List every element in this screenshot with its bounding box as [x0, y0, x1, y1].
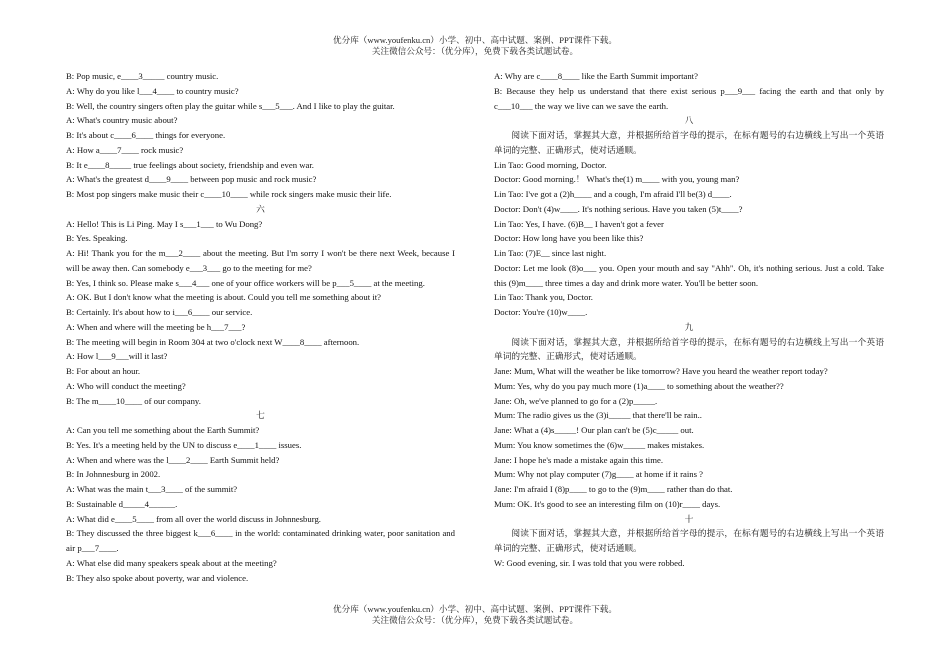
dialogue-line: A: What else did many speakers speak about at the meeting? [66, 557, 277, 568]
dialogue-line: Jane: I hope he's made a mistake again this time. [494, 454, 663, 465]
dialogue-line: Mum: The radio gives us the (3)i_____ that there'll be rain.. [494, 410, 702, 421]
dialogue-line: A: How a____7____ rock music? [66, 144, 184, 155]
instructions: 阅读下面对话，掌握其大意，并根据所给首字母的提示，在标有题号的右边横线上写出一个英语单词的完整、正确形式，使对话通顺。 [494, 130, 884, 155]
dialogue-line: B: Yes, I think so. Please make s___4___ one of your office workers will be p___5____ at the meeting. [66, 277, 425, 288]
dialogue-line: Doctor: You're (10)w____. [494, 307, 588, 317]
dialogue-line: A: Who will conduct the meeting? [66, 380, 186, 391]
dialogue-line: A: Why are c____8____ like the Earth Summit important? [494, 71, 698, 81]
dialogue-line: B: Most pop singers make music their c____10____ while rock singers make music their life. [66, 189, 392, 199]
dialogue-line: Lin Tao: Good morning, Doctor. [494, 159, 607, 170]
instructions: 阅读下面对话，掌握其大意，并根据所给首字母的提示，在标有题号的右边横线上写出一个英语单词的完整、正确形式，使对话通顺。 [494, 528, 884, 553]
dialogue-line: Lin Tao: Thank you, Doctor. [494, 292, 593, 303]
header-line-2: 关注微信公众号：（优分库），免费下载各类试题试卷。 [371, 46, 579, 56]
dialogue-line: A: Hello! This is Li Ping. May I s___1___ to Wu Dong? [66, 218, 263, 229]
dialogue-line: A: When and where was the l____2____ Earth Summit held? [66, 454, 280, 465]
page-footer [0, 604, 950, 626]
instructions: 阅读下面对话，掌握其大意，并根据所给首字母的提示，在标有题号的右边横线上写出一个英语单词的完整、正确形式，使对话通顺。 [494, 336, 884, 362]
dialogue-line: B: For about an hour. [66, 366, 141, 376]
dialogue-line: Jane: Mum, What will the weather be like tomorrow? Have you heard the weather report today? [494, 366, 828, 376]
dialogue-line: Jane: Oh, we've planned to go for a (2)p_____. [494, 395, 658, 406]
dialogue-line: B: It's about c____6____ things for everyone. [66, 130, 226, 140]
dialogue-line: A: What did e____5____ from all over the world discuss in Johnnesburg. [66, 513, 321, 524]
dialogue-line: Lin Tao: I've got a (2)h____ and a cough, I'm afraid I'll be(3) d____. [494, 189, 732, 199]
dialogue-line: B: Sustainable d_____4______. [66, 498, 178, 509]
dialogue-line: Doctor: How long have you been like this? [494, 233, 644, 244]
section-heading: 六 [256, 203, 265, 214]
dialogue-line: A: What's the greatest d____9____ between pop music and rock music? [66, 174, 317, 185]
dialogue-line: Jane: What a (4)s_____! Our plan can't be (5)c_____ out. [494, 425, 694, 435]
dialogue-line: B: Because they help us understand that there exist serious p___9___ facing the earth and that only by c___10___ the way we live can we save the earth. [494, 85, 884, 111]
dialogue-line: B: It e____8_____ true feelings about society, friendship and even war. [66, 159, 314, 170]
dialogue-line: B: The meeting will begin in Room 304 at two o'clock next W____8____ afternoon. [66, 336, 360, 347]
dialogue-line: Lin Tao: Yes, I have. (6)B__ I haven't got a fever [494, 218, 664, 229]
right-column [494, 69, 884, 571]
dialogue-line: B: They also spoke about poverty, war and violence. [66, 572, 249, 583]
dialogue-line: B: Yes. Speaking. [66, 233, 128, 244]
footer-line-1: 优分库（www.youfenku.cn）小学、初中、高中试题、案例、PPT课件下载。 [333, 604, 617, 614]
dialogue-line: Lin Tao: (7)E__ since last night. [494, 248, 607, 258]
dialogue-line: A: Why do you like l___4____ to country music? [66, 85, 239, 96]
dialogue-line: Mum: Why not play computer (7)g____ at home if it rains ? [494, 469, 704, 480]
left-column [66, 69, 455, 585]
footer-line-2: 关注微信公众号：（优分库），免费下载各类试题试卷。 [371, 615, 579, 625]
dialogue-line: B: They discussed the three biggest k___6____ in the world: contaminated drinking water, poor sanitation and air p___7____. [66, 528, 455, 553]
dialogue-line: A: Can you tell me something about the Earth Summit? [66, 425, 260, 435]
dialogue-line: B: The m____10____ of our company. [66, 395, 201, 406]
dialogue-line: Doctor: Let me look (8)o___ you. Open your mouth and say "Ahh". Oh, it's nothing serious. Just a cold. Take this (9)m____ three times a day and drink more water. You'll be better soon. [494, 262, 884, 288]
section-heading: 七 [256, 410, 265, 421]
dialogue-line: A: OK. But I don't know what the meeting is about. Could you tell me something about it? [66, 292, 382, 303]
section-heading: 九 [684, 321, 694, 332]
dialogue-line: B: Certainly. It's about how to i___6____ our service. [66, 307, 253, 317]
dialogue-line: Doctor: Good morning.！ What's the(1) m____ with you, young man? [494, 174, 740, 185]
page-header [0, 35, 950, 57]
dialogue-line: B: Well, the country singers often play the guitar while s___5___. And I like to play the guitar. [66, 100, 395, 111]
dialogue-line: B: Yes. It's a meeting held by the UN to discuss e____1____ issues. [66, 439, 302, 450]
section-heading: 八 [684, 115, 694, 126]
dialogue-line: A: When and where will the meeting be h___7___? [66, 321, 246, 332]
dialogue-line: Mum: Yes, why do you pay much more (1)a____ to something about the weather?? [494, 380, 784, 391]
dialogue-line: B: Pop music, e____3_____ country music. [66, 71, 219, 81]
section-heading: 十 [684, 513, 694, 524]
dialogue-line: Mum: You know sometimes the (6)w_____ makes mistakes. [494, 439, 705, 450]
header-line-1: 优分库（www.youfenku.cn）小学、初中、高中试题、案例、PPT课件下载。 [333, 35, 617, 45]
dialogue-line: W: Good evening, sir. I was told that you were robbed. [494, 557, 685, 568]
dialogue-line: Mum: OK. It's good to see an interesting film on (10)r____ days. [494, 498, 721, 509]
dialogue-line: A: Hi! Thank you for the m___2____ about the meeting. But I'm sorry I won't be there next Week, because I will be away then. Can somebody e___3___ go to the meeting for me? [66, 248, 455, 273]
dialogue-line: Jane: I'm afraid I (8)p____ to go to the (9)m____ rather than do that. [494, 484, 733, 494]
dialogue-line: B: In Johnnesburg in 2002. [66, 469, 161, 480]
dialogue-line: A: What's country music about? [66, 115, 178, 126]
dialogue-line: A: What was the main t___3____ of the summit? [66, 484, 238, 494]
dialogue-line: A: How l___9___will it last? [66, 351, 168, 362]
dialogue-line: Doctor: Don't (4)w____. It's nothing serious. Have you taken (5)t____? [494, 203, 743, 214]
